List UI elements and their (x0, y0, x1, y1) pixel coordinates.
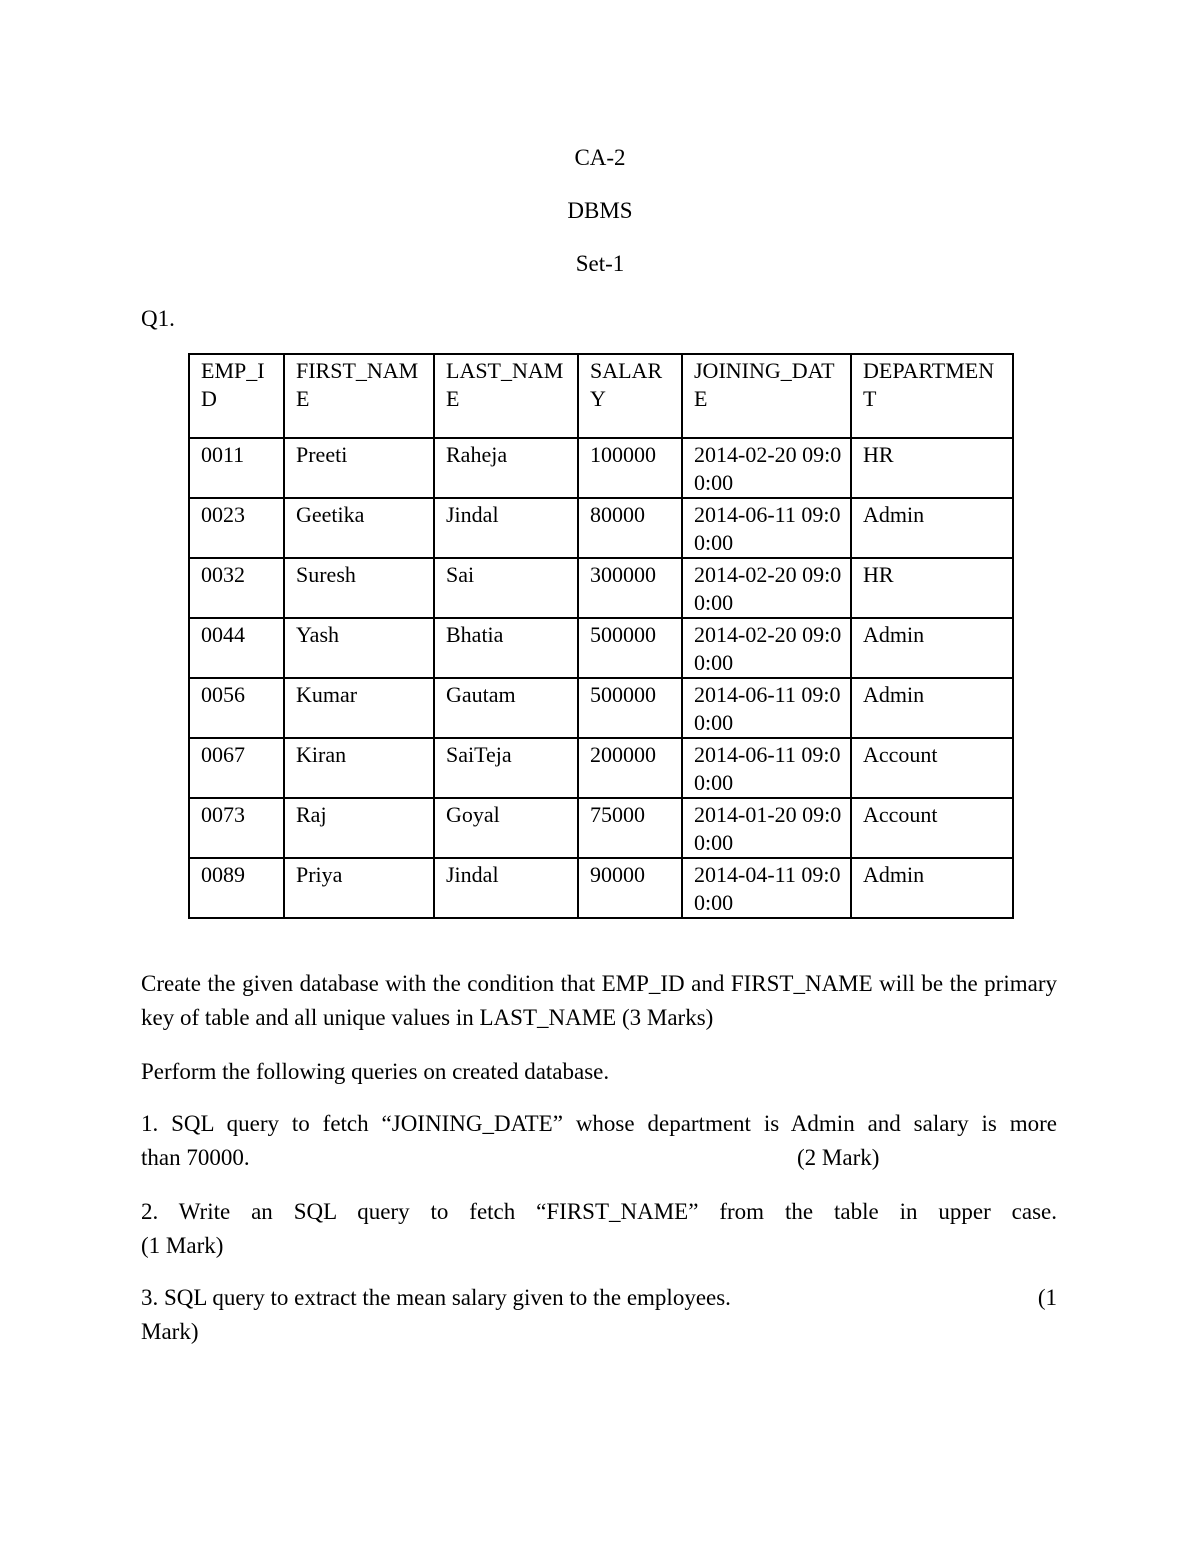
table-cell-department: HR (851, 558, 1013, 618)
employee-table-body (189, 354, 1013, 918)
table-cell-last-name: Goyal (434, 798, 578, 858)
table-cell-department: Admin (851, 618, 1013, 678)
table-cell-salary: 500000 (578, 678, 682, 738)
query-3 (141, 1281, 1057, 1349)
table-cell-joining-date: 2014-04-11 09:00:00 (682, 858, 851, 918)
table-row (189, 678, 1013, 738)
table-cell-emp-id: 0056 (189, 678, 284, 738)
table-cell-department: Account (851, 738, 1013, 798)
table-cell-joining-date: 2014-06-11 09:00:00 (682, 678, 851, 738)
table-cell-first-name: Preeti (284, 438, 434, 498)
table-cell-emp-id: 0067 (189, 738, 284, 798)
doc-title-ca: CA-2 (574, 145, 626, 170)
table-cell-first-name: Priya (284, 858, 434, 918)
column-header: LAST_NAME (434, 354, 578, 438)
table-cell-last-name: Jindal (434, 858, 578, 918)
table-row (189, 798, 1013, 858)
table-cell-department: Admin (851, 498, 1013, 558)
table-cell-emp-id: 0089 (189, 858, 284, 918)
query-1-mark: (2 Mark) (797, 1145, 880, 1170)
table-cell-last-name: SaiTeja (434, 738, 578, 798)
query-3-line1 (141, 1281, 1057, 1315)
query-3-mark-close: Mark) (141, 1319, 199, 1344)
query-3-mark-open: (1 (1037, 1285, 1057, 1310)
doc-title-set: Set-1 (575, 251, 625, 276)
create-instruction: Create the given database with the condition that EMP_ID and FIRST_NAME will be the primary key of table and all unique values in LAST_NAME (3 Marks) (141, 971, 1057, 1030)
table-cell-joining-date: 2014-02-20 09:00:00 (682, 438, 851, 498)
table-cell-salary: 500000 (578, 618, 682, 678)
table-cell-department: Admin (851, 678, 1013, 738)
table-cell-salary: 200000 (578, 738, 682, 798)
table-cell-emp-id: 0073 (189, 798, 284, 858)
table-row (189, 498, 1013, 558)
table-cell-emp-id: 0023 (189, 498, 284, 558)
query-1-line1: 1. SQL query to fetch “JOINING_DATE” whose department is Admin and salary is more (141, 1111, 1057, 1136)
query-2 (141, 1195, 1057, 1263)
table-cell-joining-date: 2014-06-11 09:00:00 (682, 738, 851, 798)
column-header: JOINING_DATE (682, 354, 851, 438)
table-cell-salary: 80000 (578, 498, 682, 558)
query-1 (141, 1107, 1057, 1175)
table-cell-first-name: Kiran (284, 738, 434, 798)
perform-instruction: Perform the following queries on created database. (141, 1059, 610, 1084)
employee-table (188, 353, 1014, 919)
table-row (189, 738, 1013, 798)
column-header: SALARY (578, 354, 682, 438)
table-cell-department: Account (851, 798, 1013, 858)
table-cell-last-name: Bhatia (434, 618, 578, 678)
table-cell-last-name: Jindal (434, 498, 578, 558)
table-cell-first-name: Kumar (284, 678, 434, 738)
table-cell-salary: 300000 (578, 558, 682, 618)
table-cell-last-name: Gautam (434, 678, 578, 738)
column-header: FIRST_NAME (284, 354, 434, 438)
doc-title-subject: DBMS (567, 198, 633, 223)
query-3-text: 3. SQL query to extract the mean salary given to the employees. (141, 1285, 731, 1310)
table-row (189, 438, 1013, 498)
query-2-line1: 2. Write an SQL query to fetch “FIRST_NAME” from the table in upper case. (141, 1199, 1057, 1224)
table-cell-last-name: Sai (434, 558, 578, 618)
table-cell-joining-date: 2014-06-11 09:00:00 (682, 498, 851, 558)
column-header: EMP_ID (189, 354, 284, 438)
table-cell-department: HR (851, 438, 1013, 498)
table-cell-joining-date: 2014-01-20 09:00:00 (682, 798, 851, 858)
table-cell-department: Admin (851, 858, 1013, 918)
table-cell-salary: 90000 (578, 858, 682, 918)
column-header: DEPARTMENT (851, 354, 1013, 438)
table-cell-emp-id: 0011 (189, 438, 284, 498)
query-1-text: than 70000. (141, 1145, 250, 1170)
table-cell-first-name: Raj (284, 798, 434, 858)
table-cell-last-name: Raheja (434, 438, 578, 498)
table-row (189, 558, 1013, 618)
table-row (189, 618, 1013, 678)
table-cell-first-name: Suresh (284, 558, 434, 618)
table-row (189, 858, 1013, 918)
query-1-line2 (141, 1141, 1057, 1175)
table-cell-joining-date: 2014-02-20 09:00:00 (682, 558, 851, 618)
question-label: Q1. (141, 306, 175, 331)
table-header-row (189, 354, 1013, 438)
query-2-mark: (1 Mark) (141, 1233, 224, 1258)
table-cell-emp-id: 0044 (189, 618, 284, 678)
table-cell-first-name: Yash (284, 618, 434, 678)
table-cell-first-name: Geetika (284, 498, 434, 558)
table-cell-salary: 75000 (578, 798, 682, 858)
table-cell-salary: 100000 (578, 438, 682, 498)
table-cell-emp-id: 0032 (189, 558, 284, 618)
table-cell-joining-date: 2014-02-20 09:00:00 (682, 618, 851, 678)
